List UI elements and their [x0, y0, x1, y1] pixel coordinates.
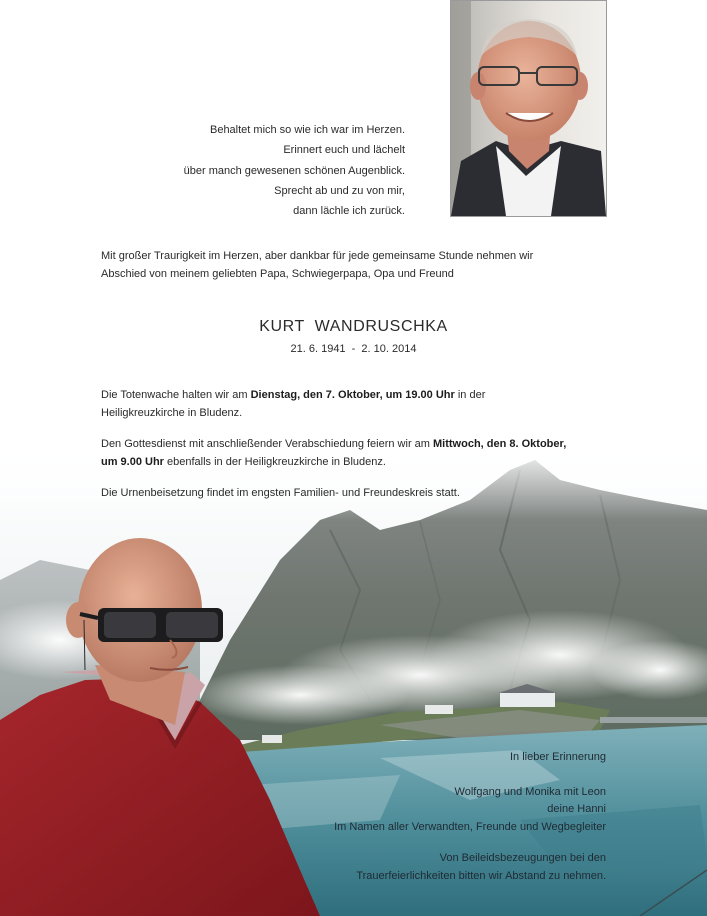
service-paragraph [101, 436, 621, 471]
burial-text: Die Urnenbeisetzung findet im engsten Familien- und Freundeskreis statt. [101, 487, 460, 499]
wake-location: Heiligkreuzkirche in Bludenz. [101, 406, 243, 419]
wake-datetime: Dienstag, den 7. Oktober, um 19.00 Uhr [250, 389, 455, 401]
poem [140, 120, 405, 221]
poem-line: Sprecht ab und zu von mir, [274, 184, 405, 197]
intro-line: Abschied von meinem geliebten Papa, Schwiegerpapa, Opa und Freund [101, 267, 454, 280]
condolence-note: Von Beileidsbezeugungen bei den [439, 852, 606, 865]
closing-block [206, 749, 606, 886]
poem-line: dann lächle ich zurück. [293, 205, 405, 218]
service-location: ebenfalls in der Heiligkreuzkirche in Bludenz. [163, 455, 386, 468]
family-line: Wolfgang und Monika mit Leon [454, 785, 606, 798]
in-memory-line: In lieber Erinnerung [509, 751, 606, 763]
portrait-photo [450, 0, 607, 217]
service-time: um 9.00 Uhr [101, 455, 164, 468]
poem-line: Behaltet mich so wie ich war im Herzen. [209, 124, 405, 136]
life-dates: 21. 6. 1941 - 2. 10. 2014 [290, 343, 417, 355]
burial-paragraph [101, 485, 621, 503]
wake-text: in der [454, 389, 486, 401]
service-date: Mittwoch, den 8. Oktober, [433, 438, 567, 450]
service-text: Den Gottesdienst mit anschließender Verabschiedung feiern wir am [101, 438, 434, 450]
family-line: deine Hanni [547, 803, 606, 816]
intro-line: Mit großer Traurigkeit im Herzen, aber dankbar für jede gemeinsame Stunde nehmen wir [101, 250, 534, 262]
condolence-note: Trauerfeierlichkeiten bitten wir Abstand zu nehmen. [356, 869, 606, 882]
deceased-name: KURT WANDRUSCHKA [259, 318, 448, 335]
intro-text [101, 248, 601, 283]
family-line: Im Namen aller Verwandten, Freunde und Wegbegleiter [334, 820, 606, 833]
wake-text: Die Totenwache halten wir am [101, 389, 251, 401]
poem-line: Erinnert euch und lächelt [283, 144, 405, 157]
wake-paragraph [101, 387, 621, 422]
poem-line: über manch gewesenen schönen Augenblick. [183, 164, 405, 177]
